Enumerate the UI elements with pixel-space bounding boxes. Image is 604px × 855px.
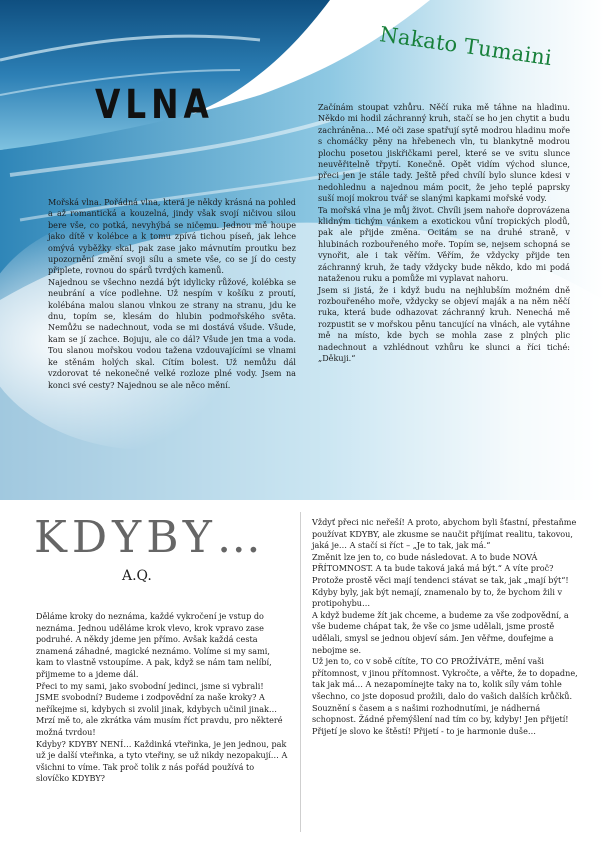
author-name: A.Q.: [122, 568, 152, 584]
article-title: KDYBY…: [34, 512, 266, 563]
article-title: VLNA: [95, 82, 214, 128]
paragraph: Kdyby? KDYBY NENÍ… Každinká vteřinka, je jen jednou, pak už je další vteřinka, a tyto vteřiny, se už nikdy nezopakují… A všichni to víme. Tak proč tolik z nás pořád používá to slovíčko KDYBY?: [36, 738, 288, 784]
paragraph: Změnit lze jen to, co bude následovat. A to bude NOVÁ PŘÍTOMNOST. A ta bude taková jaká má být.“ A víte proč? Protože prostě věci mají tendenci stávat se tak, jak „mají být“! Kdyby byly, jak být nemají, znamenalo by to, že bychom žili v protipohybu…: [312, 551, 569, 609]
paragraph: Děláme kroky do neznáma, každé vykročení je vstup do neznáma. Jednou uděláme krok vlevo, krok vpravo zase podruhé. A někdy jdeme jen přímo. Avšak každá cesta znamená záhadné, magické neznámo. Volíme si my sami, kam to vlastně vstoupíme. A pak, když se nám tam nelíbí, přijmeme to a jdeme dál.: [36, 611, 272, 679]
article-left-column: [36, 611, 288, 785]
paragraph: Vždyť přeci nic neřeší! A proto, abychom byli šťastní, přestaňme používat KDYBY, ale zkusme se naučit přijímat realitu, takovou, jaká je… A stačí si říct – „Je to tak, jak má.“: [312, 517, 577, 551]
paragraph: Začínám stoupat vzhůru. Něčí ruka mě táhne na hladinu. Někdo mi hodil záchranný kruh, stačí se ho jen chytit a budu zachráněna… Mé oči zase spatřují sytě modrou hladinu moře s chomáčky pěny na hřebenech vln, tu blankytně modrou plochu posetou jiskřičkami perel, které se ve svitu slunce neuvěřitelně třpytí. Konečně. Opět vidím východ slunce, přeci jen je stále tady. Ještě před chvílí bylo slunce kdesi v nedohlednu a najednou mám pocit, že jeho teplé paprsky suší mojí mokrou tvář se slanými kapkami mořské vody.: [318, 102, 570, 204]
column-divider: [300, 512, 301, 832]
author-name: Nakato Tumaini: [378, 22, 554, 71]
article-right-column: [318, 102, 570, 364]
paragraph: Už jen to, co v sobě cítíte, TO CO PROŽÍVÁTE, mění vaši přítomnost, v jinou přítomnost. Vykročte, a věřte, že to dopadne, tak jak má… A nezapomínejte taky na to, kolik síly vám tohle všechno, co jste doposud prožili, dalo do vašich dalších krůčků.: [312, 656, 578, 701]
paragraph: Najednou se všechno nezdá být idylicky růžové, kolébka se neubrání a více podlehne. Už nespím v košíku z proutí, kolébána malou slanou vlnkou ze strany na stranu, jdu ke dnu, topím se, klesám do hlubin podmořského světa. Nemůžu se nadechnout, voda se mi dostává všude. Všude, kam se jí zachce. Bojuju, ale co dál? Všude jen tma a voda. Tou slanou mořskou vodou tažena vzdouvajícími se vlnami ke stěnám holých skal. Cítím bolest. Už nemůžu dál vzdorovat té nekonečné velké rozloze plné vody. Jsem na konci své cesty? Najednou se ale něco mění.: [48, 276, 296, 390]
paragraph: Mořská vlna. Pořádná vlna, která je někdy krásná na pohled a až romantická a kouzelná, jindy však svojí ničivou silou bere vše, co potká, nevyhýbá se ničemu. Jednou mě houpe jako dítě v kolébce a k tomu zpívá tichou píseň, jak lehce omývá vyběžky skal, pak zase jako mávnutím proutku bez upozornění změní svoji sílu a smete vše, co se jí do cesty připlete, rovnou do spárů tvrdých kamenů.: [48, 197, 296, 276]
paragraph: Jsem si jistá, že i když budu na nejhlubším možném dně rozbouřeného moře, vždycky se objeví maják a na něm něčí ruka, která bude odhazovat záchranný kruh. Nenechá mě rozpustit se v mořskou pěnu tancující na vlnách, ale vytáhne mě na místo, kde bych se mohla zase z plných plic nadechnout a vzhlédnout vzhůru ke slunci a říci tiché: „Děkuji.“: [318, 284, 570, 363]
paragraph: Ta mořská vlna je můj život. Chvíli jsem nahoře doprovázena klidným tichým vánkem a exotickou vůní tropických plodů, pak ale přijde změna. Ocitám se na druhé straně, v hlubinách rozbouřeného moře. Topím se, nejsem schopná se vynořit, ale i tak věřím. Věřím, že vždycky přijde ten záchranný kruh, že tady vždycky bude někdo, kdo mi podá nataženou ruku a pomůže mi vyplavat nahoru.: [318, 204, 570, 284]
article-left-column: [48, 197, 296, 391]
paragraph: A když budeme žít jak chceme, a budeme za vše zodpovědní, a vše budeme chápat tak, že vše co jsme udělali, jsme prostě udělali, smysl se jednou objeví sám. Jen věřme, doufejme a nebojme se.: [312, 609, 569, 655]
article-right-column: [312, 517, 580, 737]
paragraph: Souznění s časem a s našimi rozhodnutími, je nádherná schopnost. Žádné přemýšlení nad tím co by, kdyby! Jen přijetí! Přijetí je slovo ke štěstí! Přijetí - to je harmonie duše…: [312, 702, 569, 736]
paragraph: Přeci to my sami, jako svobodní jedinci, jsme si vybrali! JSME svobodní? Budeme i zodpovědní za naše kroky? A neříkejme si, kdybych si zvolil jinak, kdybych učinil jinak… Mrzí mě to, ale zkrátka vám musím říct pravdu, pro některé možná tvrdou!: [36, 680, 283, 737]
